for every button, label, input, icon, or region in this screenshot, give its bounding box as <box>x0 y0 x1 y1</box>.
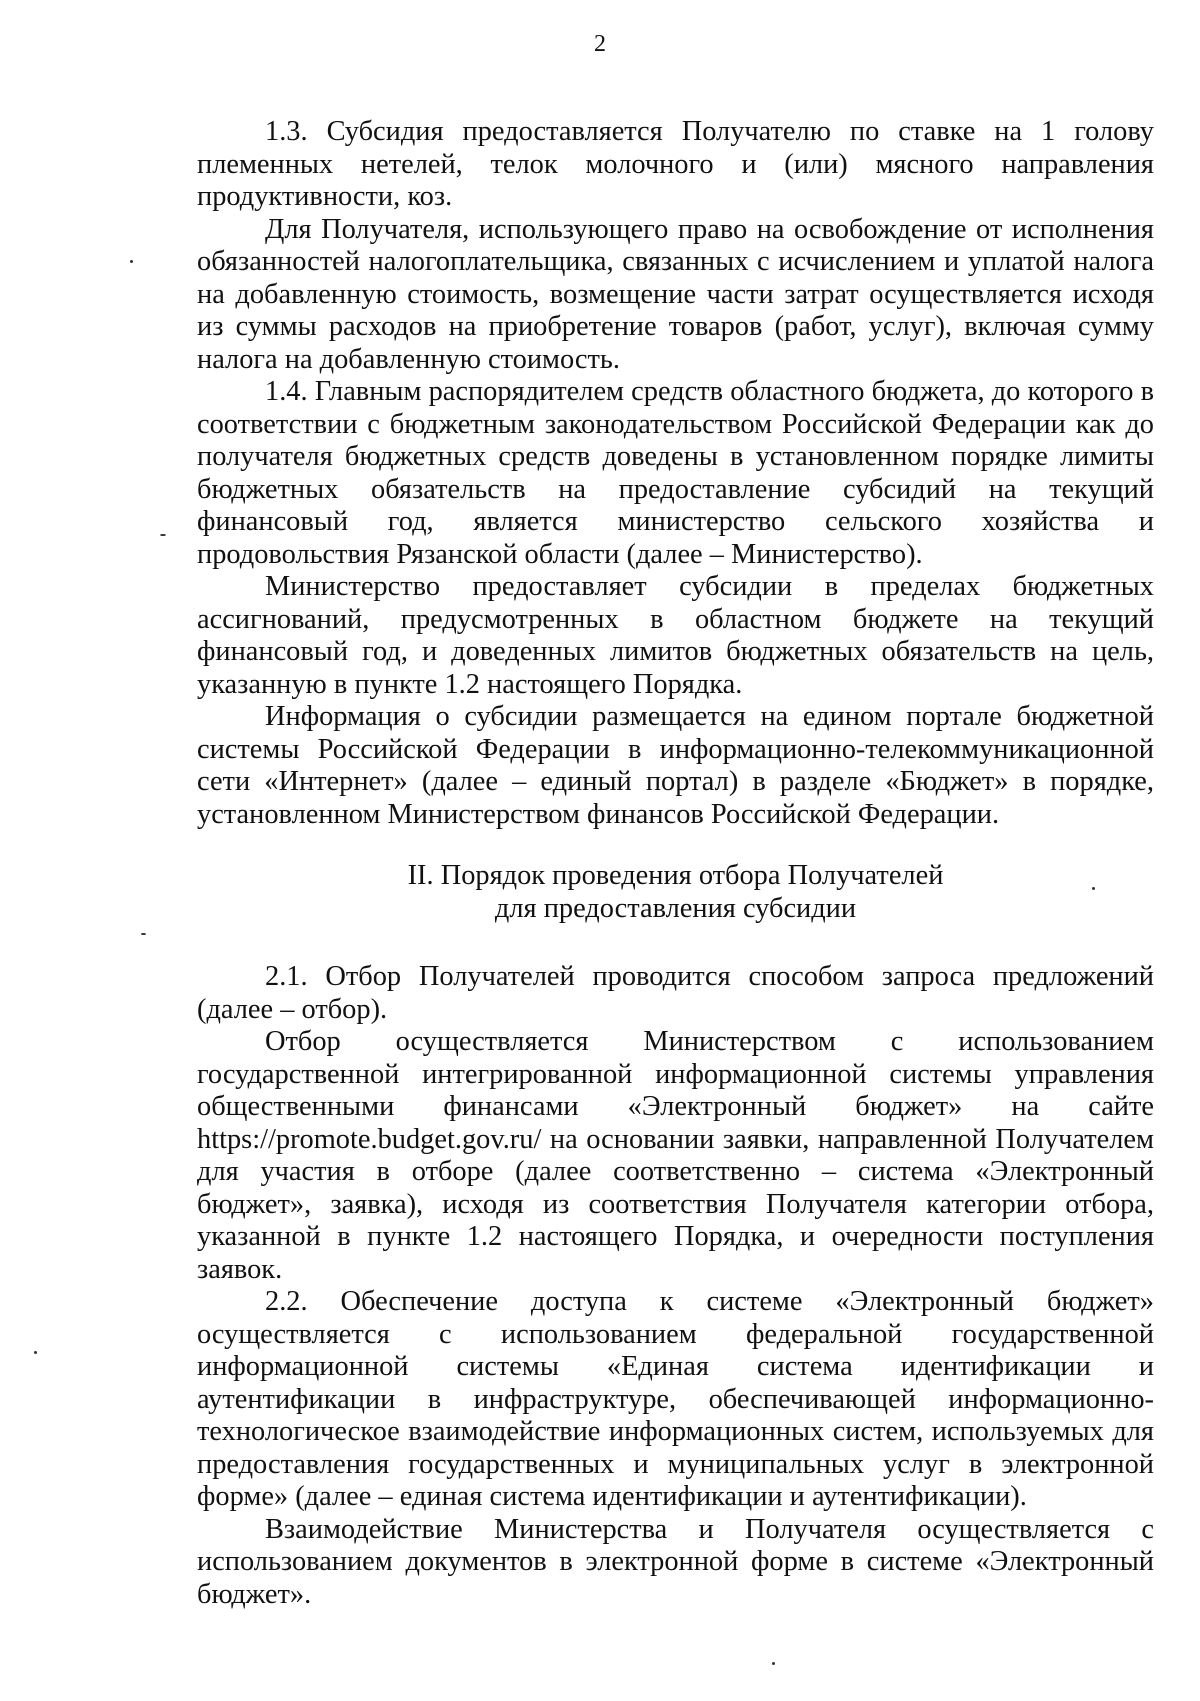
page-number: 2 <box>594 31 606 57</box>
section-heading-line-2: для предоставления субсидии <box>494 892 857 924</box>
paragraph-selection-system: Отбор осуществляется Министерством с использованием государственной интегрированной информационной системы управления общественными финансами «Электронный бюджет» на сайте https://promote.budget.gov.ru/ на основании заявки, направленной Получателем для участия в отборе (далее соответственно – система «Электронный бюджет», заявка), исходя из соответствия Получателя категории отбора, указанной в пункте 1.2 настоящего Порядка, и очередности поступления заявок. <box>197 1026 1154 1285</box>
paragraph-1-4: 1.4. Главным распорядителем средств областного бюджета, до которого в соответствии с бюджетным законодательством Российской Федерации как до получателя бюджетных средств доведены в установленном порядке лимиты бюджетных обязательств на предоставление субсидий на текущий финансовый год, является министерство сельского хозяйства и продовольствия Рязанской области (далее – Министерство). <box>197 376 1154 570</box>
scan-speck <box>130 260 133 263</box>
paragraph-2-1: 2.1. Отбор Получателей проводится способом запроса предложений (далее – отбор). <box>197 961 1154 1025</box>
paragraph-vat-exemption: Для Получателя, использующего право на освобождение от исполнения обязанностей налогоплательщика, связанных с исчислением и уплатой налога на добавленную стоимость, возмещение части затрат осуществляется исходя из суммы расходов на приобретение товаров (работ, услуг), включая сумму налога на добавленную стоимость. <box>197 213 1154 375</box>
paragraph-2-2: 2.2. Обеспечение доступа к системе «Электронный бюджет» осуществляется с использованием федеральной государственной информационной системы «Единая система идентификации и аутентификации в инфраструктуре, обеспечивающей информационно-технологическое взаимодействие информационных систем, используемых для предоставления государственных и муниципальных услуг в электронной форме» (далее – единая система идентификации и аутентификации). <box>197 1286 1154 1512</box>
document-body <box>197 116 1154 1611</box>
scan-speck <box>141 933 146 935</box>
section-heading <box>197 860 1154 925</box>
section-heading-line-1: II. Порядок проведения отбора Получателей <box>407 860 944 891</box>
scan-speck <box>772 1662 775 1665</box>
scan-speck <box>160 534 166 536</box>
paragraph-ministry-provides: Министерство предоставляет субсидии в пределах бюджетных ассигнований, предусмотренных в областном бюджете на текущий финансовый год, и доведенных лимитов бюджетных обязательств на цель, указанную в пункте 1.2 настоящего Порядка. <box>197 571 1154 700</box>
scan-speck <box>1092 887 1095 890</box>
paragraph-subsidy-info: Информация о субсидии размещается на едином портале бюджетной системы Российской Федерации в информационно-телекоммуникационной сети «Интернет» (далее – единый портал) в разделе «Бюджет» в порядке, установленном Министерством финансов Российской Федерации. <box>197 701 1154 830</box>
paragraph-interaction: Взаимодействие Министерства и Получателя осуществляется с использованием документов в электронной форме в системе «Электронный бюджет». <box>197 1513 1154 1610</box>
scan-speck <box>34 1351 37 1354</box>
paragraph-1-3: 1.3. Субсидия предоставляется Получателю по ставке на 1 голову племенных нетелей, телок молочного и (или) мясного направления продуктивности, коз. <box>197 116 1154 212</box>
